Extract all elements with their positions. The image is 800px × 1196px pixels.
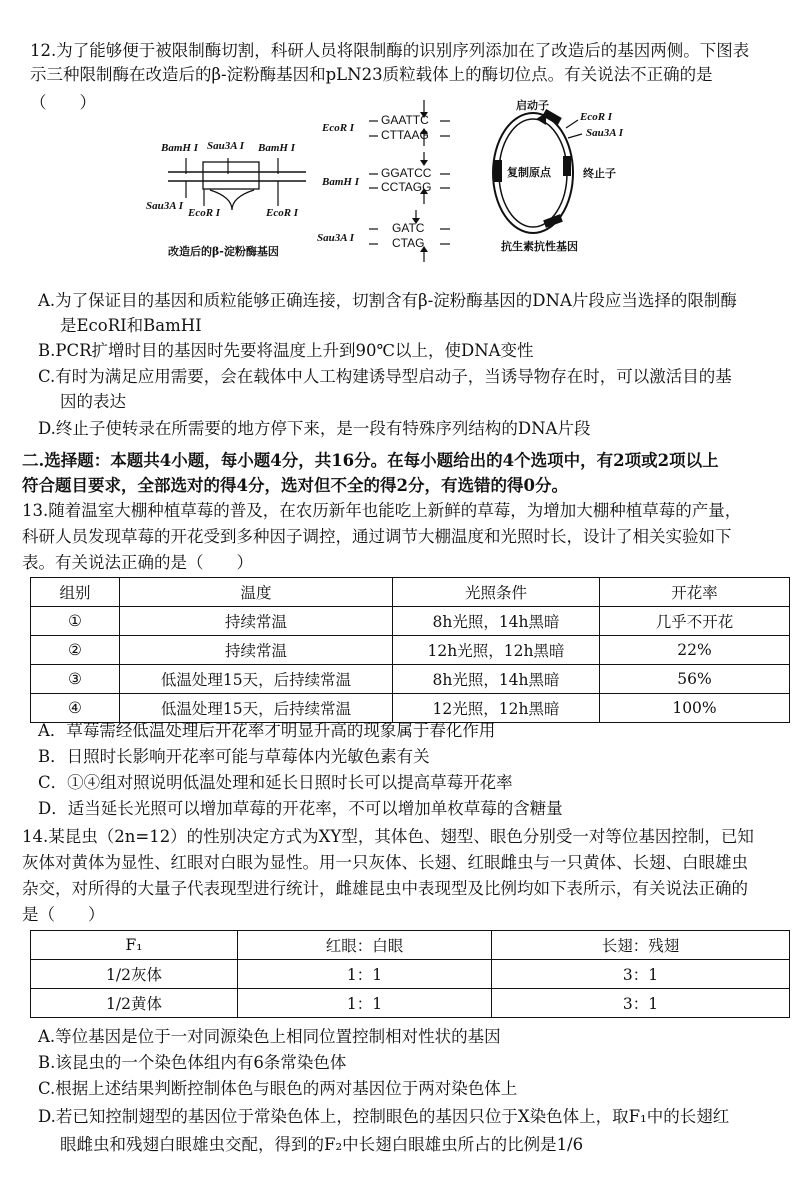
plasmid-origin: 复制原点 (507, 166, 551, 179)
plasmid-promoter: 启动子 (516, 99, 549, 112)
q13-cell: 100% (600, 694, 790, 723)
plasmid-resistance: 抗生素抗性基因 (501, 240, 578, 253)
q12-option-a-line2: 是EcoRⅠ和BamHⅠ (60, 316, 202, 335)
q14-option-d-line1: D.若已知控制翅型的基因位于常染色体上，控制眼色的基因只位于X染色体上，取F₁中的长翅红 (38, 1107, 730, 1126)
site-ecori-bottom: CTTAAG (381, 128, 429, 142)
q12-option-a-line1: A.为了保证目的基因和质粒能够正确连接，切割含有β-淀粉酶基因的DNA片段应当选择的限制酶 (38, 291, 737, 310)
q13-header-light: 光照条件 (393, 578, 600, 607)
q14-cell: 1/2黄体 (31, 989, 238, 1018)
q13-table (30, 577, 790, 723)
q12-option-d: D.终止子使转录在所需要的地方停下来，是一段有特殊序列结构的DNA片段 (38, 419, 591, 438)
q13-cell: 56% (600, 665, 790, 694)
table-row (31, 694, 790, 723)
q12-paren: （ ） (30, 93, 96, 112)
q13-cell: ③ (31, 665, 120, 694)
q13-cell: 低温处理15天，后持续常温 (120, 694, 393, 723)
q14-cell: 1：1 (238, 960, 492, 989)
plasmid-sau3ai: Sau3A I (586, 127, 623, 139)
q14-header-wing: 长翅：残翅 (492, 931, 790, 960)
plasmid-terminator: 终止子 (583, 167, 616, 180)
q14-option-d-line2: 眼雌虫和残翅白眼雄虫交配，得到的F₂中长翅白眼雄虫所占的比例是1/6 (60, 1135, 584, 1154)
site-sau3ai-label: Sau3A I (317, 232, 354, 244)
q13-cell: 几乎不开花 (600, 607, 790, 636)
q12-figure (0, 0, 800, 280)
site-ecori-top: GAATTC (381, 113, 429, 127)
q14-cell: 3：1 (492, 960, 790, 989)
q14-stem-line3: 杂交，对所得的大量子代表现型进行统计，雌雄昆虫中表现型及比例均如下表所示，有关说法正确的 (22, 879, 748, 898)
site-ecori-label: EcoR I (322, 122, 355, 134)
q13-cell: 22% (600, 636, 790, 665)
q14-option-b: B.该昆虫的一个染色体组内有6条常染色体 (38, 1053, 347, 1072)
q13-header-temp: 温度 (120, 578, 393, 607)
q13-option-d: D．适当延长光照可以增加草莓的开花率，不可以增加单枚草莓的含糖量 (38, 799, 563, 818)
q14-option-a: A.等位基因是位于一对同源染色上相同位置控制相对性状的基因 (38, 1027, 501, 1046)
q14-table (30, 930, 790, 1018)
q13-stem-line1: 13.随着温室大棚种植草莓的普及，在农历新年也能吃上新鲜的草莓，为增加大棚种植草莓的产量， (22, 501, 742, 520)
table-row (31, 607, 790, 636)
label-ecori-1: EcoR I (188, 207, 221, 219)
q14-header-f1: F₁ (31, 931, 238, 960)
q14-header-eye: 红眼：白眼 (238, 931, 492, 960)
q13-cell: ① (31, 607, 120, 636)
site-bamhi-bottom: CCTAGG (381, 180, 432, 194)
q14-stem-line4: 是（ ） (22, 905, 105, 924)
plasmid-ecori: EcoR I (580, 111, 613, 123)
label-sau3ai-left: Sau3A I (146, 200, 183, 212)
label-sau3ai-top: Sau3A I (207, 140, 244, 152)
q13-cell: 12h光照，12h黑暗 (393, 636, 600, 665)
q14-option-c: C.根据上述结果判断控制体色与眼色的两对基因位于两对染色体上 (38, 1079, 518, 1098)
q14-stem-line1: 14.某昆虫（2n=12）的性别决定方式为XY型，其体色、翅型、眼色分别受一对等位基因控制，已知 (22, 827, 754, 846)
q13-stem-line2: 科研人员发现草莓的开花受到多种因子调控，通过调节大棚温度和光照时长，设计了相关实验如下 (22, 527, 732, 546)
q13-option-b: B．日照时长影响开花率可能与草莓体内光敏色素有关 (38, 747, 430, 766)
q13-cell: ④ (31, 694, 120, 723)
q13-option-a: A．草莓需经低温处理后开花率才明显升高的现象属于春化作用 (38, 721, 496, 740)
q12-stem-line1: 12.为了能够便于被限制酶切割，科研人员将限制酶的识别序列添加在了改造后的基因两侧。下图表 (30, 41, 750, 60)
table-row (31, 636, 790, 665)
q13-cell: 持续常温 (120, 636, 393, 665)
label-bamhi-2: BamH I (258, 142, 295, 154)
q14-cell: 3：1 (492, 989, 790, 1018)
table-header-row (31, 578, 790, 607)
q13-cell: 低温处理15天，后持续常温 (120, 665, 393, 694)
q12-option-c-line2: 因的表达 (60, 392, 126, 411)
q14-cell: 1：1 (238, 989, 492, 1018)
q13-cell: 8h光照，14h黑暗 (393, 607, 600, 636)
label-bamhi-1: BamH I (161, 142, 198, 154)
gene-caption: 改造后的β-淀粉酶基因 (168, 245, 279, 258)
section2-line1: 二.选择题：本题共4小题，每小题4分，共16分。在每小题给出的4个选项中，有2项或2项以上 (22, 451, 719, 470)
table-row (31, 665, 790, 694)
q13-cell: 持续常温 (120, 607, 393, 636)
q13-header-group: 组别 (31, 578, 120, 607)
q12-stem-line2: 示三种限制酶在改造后的β-淀粉酶基因和pLN23质粒载体上的酶切位点。有关说法不正确的是 (30, 65, 713, 84)
q14-cell: 1/2灰体 (31, 960, 238, 989)
section2-line2: 符合题目要求，全部选对的得4分，选对但不全的得2分，有选错的得0分。 (22, 476, 568, 495)
q12-option-c-line1: C.有时为满足应用需要，会在载体中人工构建诱导型启动子，当诱导物存在时，可以激活目的基 (38, 367, 732, 386)
table-row (31, 989, 790, 1018)
table-header-row (31, 931, 790, 960)
q12-option-b: B.PCR扩增时目的基因时先要将温度上升到90℃以上，使DNA变性 (38, 341, 534, 360)
site-sau3ai-top: GATC (392, 221, 425, 235)
site-bamhi-top: GGATCC (381, 166, 432, 180)
q13-option-c: C．①④组对照说明低温处理和延长日照时长可以提高草莓开花率 (38, 773, 513, 792)
table-row (31, 960, 790, 989)
q13-header-rate: 开花率 (600, 578, 790, 607)
q13-cell: 12光照，12h黑暗 (393, 694, 600, 723)
q13-cell: ② (31, 636, 120, 665)
site-sau3ai-bottom: CTAG (392, 236, 425, 250)
q13-cell: 8h光照，14h黑暗 (393, 665, 600, 694)
q14-stem-line2: 灰体对黄体为显性、红眼对白眼为显性。用一只灰体、长翅、红眼雌虫与一只黄体、长翅、白眼雄虫 (22, 853, 748, 872)
q13-stem-line3: 表。有关说法正确的是（ ） (22, 553, 253, 572)
site-bamhi-label: BamH I (322, 176, 359, 188)
label-ecori-2: EcoR I (266, 207, 299, 219)
